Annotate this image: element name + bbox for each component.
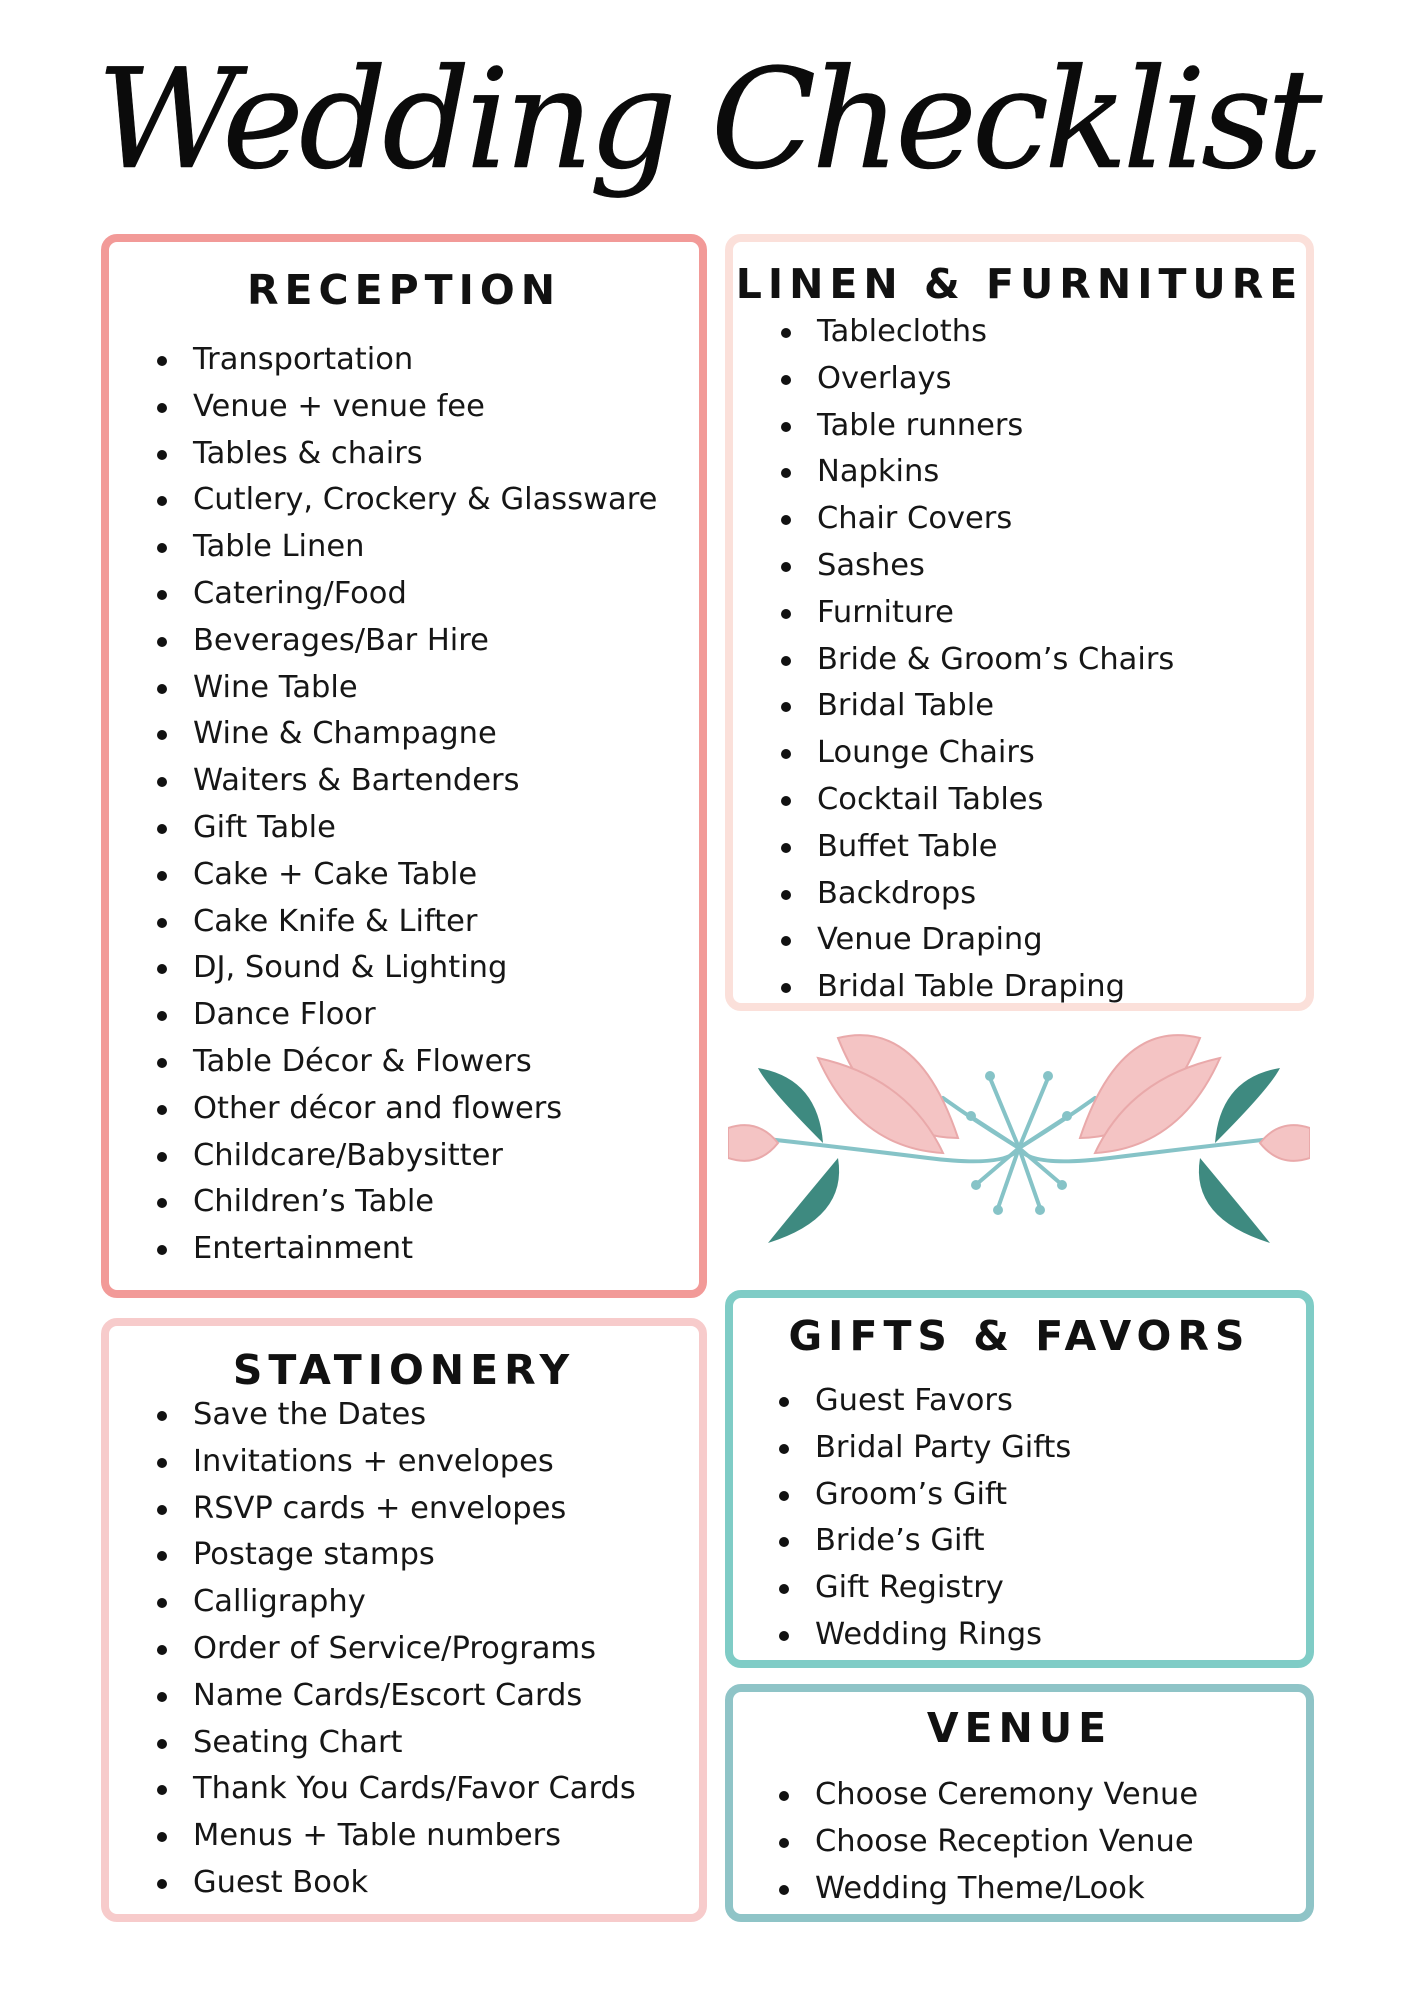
checklist-item: Wine & Champagne xyxy=(157,711,657,758)
checklist-item: Postage stamps xyxy=(157,1532,636,1579)
checklist-item: Order of Service/Programs xyxy=(157,1626,636,1673)
checklist-item: Waiters & Bartenders xyxy=(157,758,657,805)
gifts-favors-section xyxy=(725,1290,1314,1668)
checklist-item: Groom’s Gift xyxy=(779,1472,1071,1519)
checklist-item: Cocktail Tables xyxy=(781,777,1174,824)
checklist-item: Cutlery, Crockery & Glassware xyxy=(157,477,657,524)
stationery-list xyxy=(157,1392,636,1907)
checklist-item: DJ, Sound & Lighting xyxy=(157,945,657,992)
checklist-item: Tables & chairs xyxy=(157,431,657,478)
venue-section xyxy=(725,1684,1314,1922)
checklist-item: Furniture xyxy=(781,590,1174,637)
gifts-favors-heading: GIFTS & FAVORS xyxy=(788,1312,1251,1360)
checklist-item: Entertainment xyxy=(157,1226,657,1273)
checklist-item: Table runners xyxy=(781,403,1174,450)
venue-list xyxy=(779,1772,1198,1912)
checklist-item: Bride’s Gift xyxy=(779,1518,1071,1565)
linen-furniture-section xyxy=(725,234,1314,1011)
checklist-item: Guest Book xyxy=(157,1860,636,1907)
checklist-item: Buffet Table xyxy=(781,824,1174,871)
page-title: Wedding Checklist xyxy=(96,39,1318,200)
checklist-item: Catering/Food xyxy=(157,571,657,618)
checklist-item: Guest Favors xyxy=(779,1378,1071,1425)
checklist-item: Cake Knife & Lifter xyxy=(157,899,657,946)
checklist-item: Beverages/Bar Hire xyxy=(157,618,657,665)
checklist-item: Tablecloths xyxy=(781,309,1174,356)
checklist-item: Seating Chart xyxy=(157,1720,636,1767)
linen-furniture-list xyxy=(781,309,1174,1011)
reception-heading: RECEPTION xyxy=(246,266,562,314)
checklist-item: Overlays xyxy=(781,356,1174,403)
checklist-item: Menus + Table numbers xyxy=(157,1813,636,1860)
checklist-item: Bridal Table xyxy=(781,683,1174,730)
checklist-item: Dance Floor xyxy=(157,992,657,1039)
checklist-item: RSVP cards + envelopes xyxy=(157,1486,636,1533)
checklist-item: Bride & Groom’s Chairs xyxy=(781,637,1174,684)
checklist-item: Wedding Rings xyxy=(779,1612,1071,1659)
checklist-item: Name Cards/Escort Cards xyxy=(157,1673,636,1720)
checklist-item: Invitations + envelopes xyxy=(157,1439,636,1486)
checklist-item: Table Linen xyxy=(157,524,657,571)
checklist-item: Choose Ceremony Venue xyxy=(779,1772,1198,1819)
checklist-item: Venue Draping xyxy=(781,917,1174,964)
reception-section xyxy=(101,234,707,1298)
checklist-item: Transportation xyxy=(157,337,657,384)
checklist-item: Bridal Party Gifts xyxy=(779,1425,1071,1472)
checklist-item: Table Décor & Flowers xyxy=(157,1039,657,1086)
gifts-favors-list xyxy=(779,1378,1071,1659)
stationery-heading: STATIONERY xyxy=(232,1346,576,1394)
checklist-item: Childcare/Babysitter xyxy=(157,1133,657,1180)
checklist-item: Lounge Chairs xyxy=(781,730,1174,777)
floral-decoration xyxy=(728,1018,1310,1280)
checklist-item: Choose Reception Venue xyxy=(779,1819,1198,1866)
checklist-item: Napkins xyxy=(781,449,1174,496)
linen-furniture-heading: LINEN & FURNITURE xyxy=(735,260,1304,308)
venue-heading: VENUE xyxy=(926,1704,1113,1752)
reception-list xyxy=(157,337,657,1273)
checklist-item: Other décor and flowers xyxy=(157,1086,657,1133)
checklist-item: Children’s Table xyxy=(157,1179,657,1226)
checklist-item: Venue + venue fee xyxy=(157,384,657,431)
checklist-item: Cake + Cake Table xyxy=(157,852,657,899)
checklist-item: Wine Table xyxy=(157,665,657,712)
checklist-item: Backdrops xyxy=(781,871,1174,918)
checklist-item: Bridal Table Draping xyxy=(781,964,1174,1011)
checklist-item: Save the Dates xyxy=(157,1392,636,1439)
checklist-item: Chair Covers xyxy=(781,496,1174,543)
stationery-section xyxy=(101,1318,707,1922)
checklist-item: Gift Registry xyxy=(779,1565,1071,1612)
checklist-item: Thank You Cards/Favor Cards xyxy=(157,1766,636,1813)
checklist-item: Wedding Theme/Look xyxy=(779,1866,1198,1913)
checklist-item: Gift Table xyxy=(157,805,657,852)
checklist-item: Sashes xyxy=(781,543,1174,590)
checklist-item: Calligraphy xyxy=(157,1579,636,1626)
